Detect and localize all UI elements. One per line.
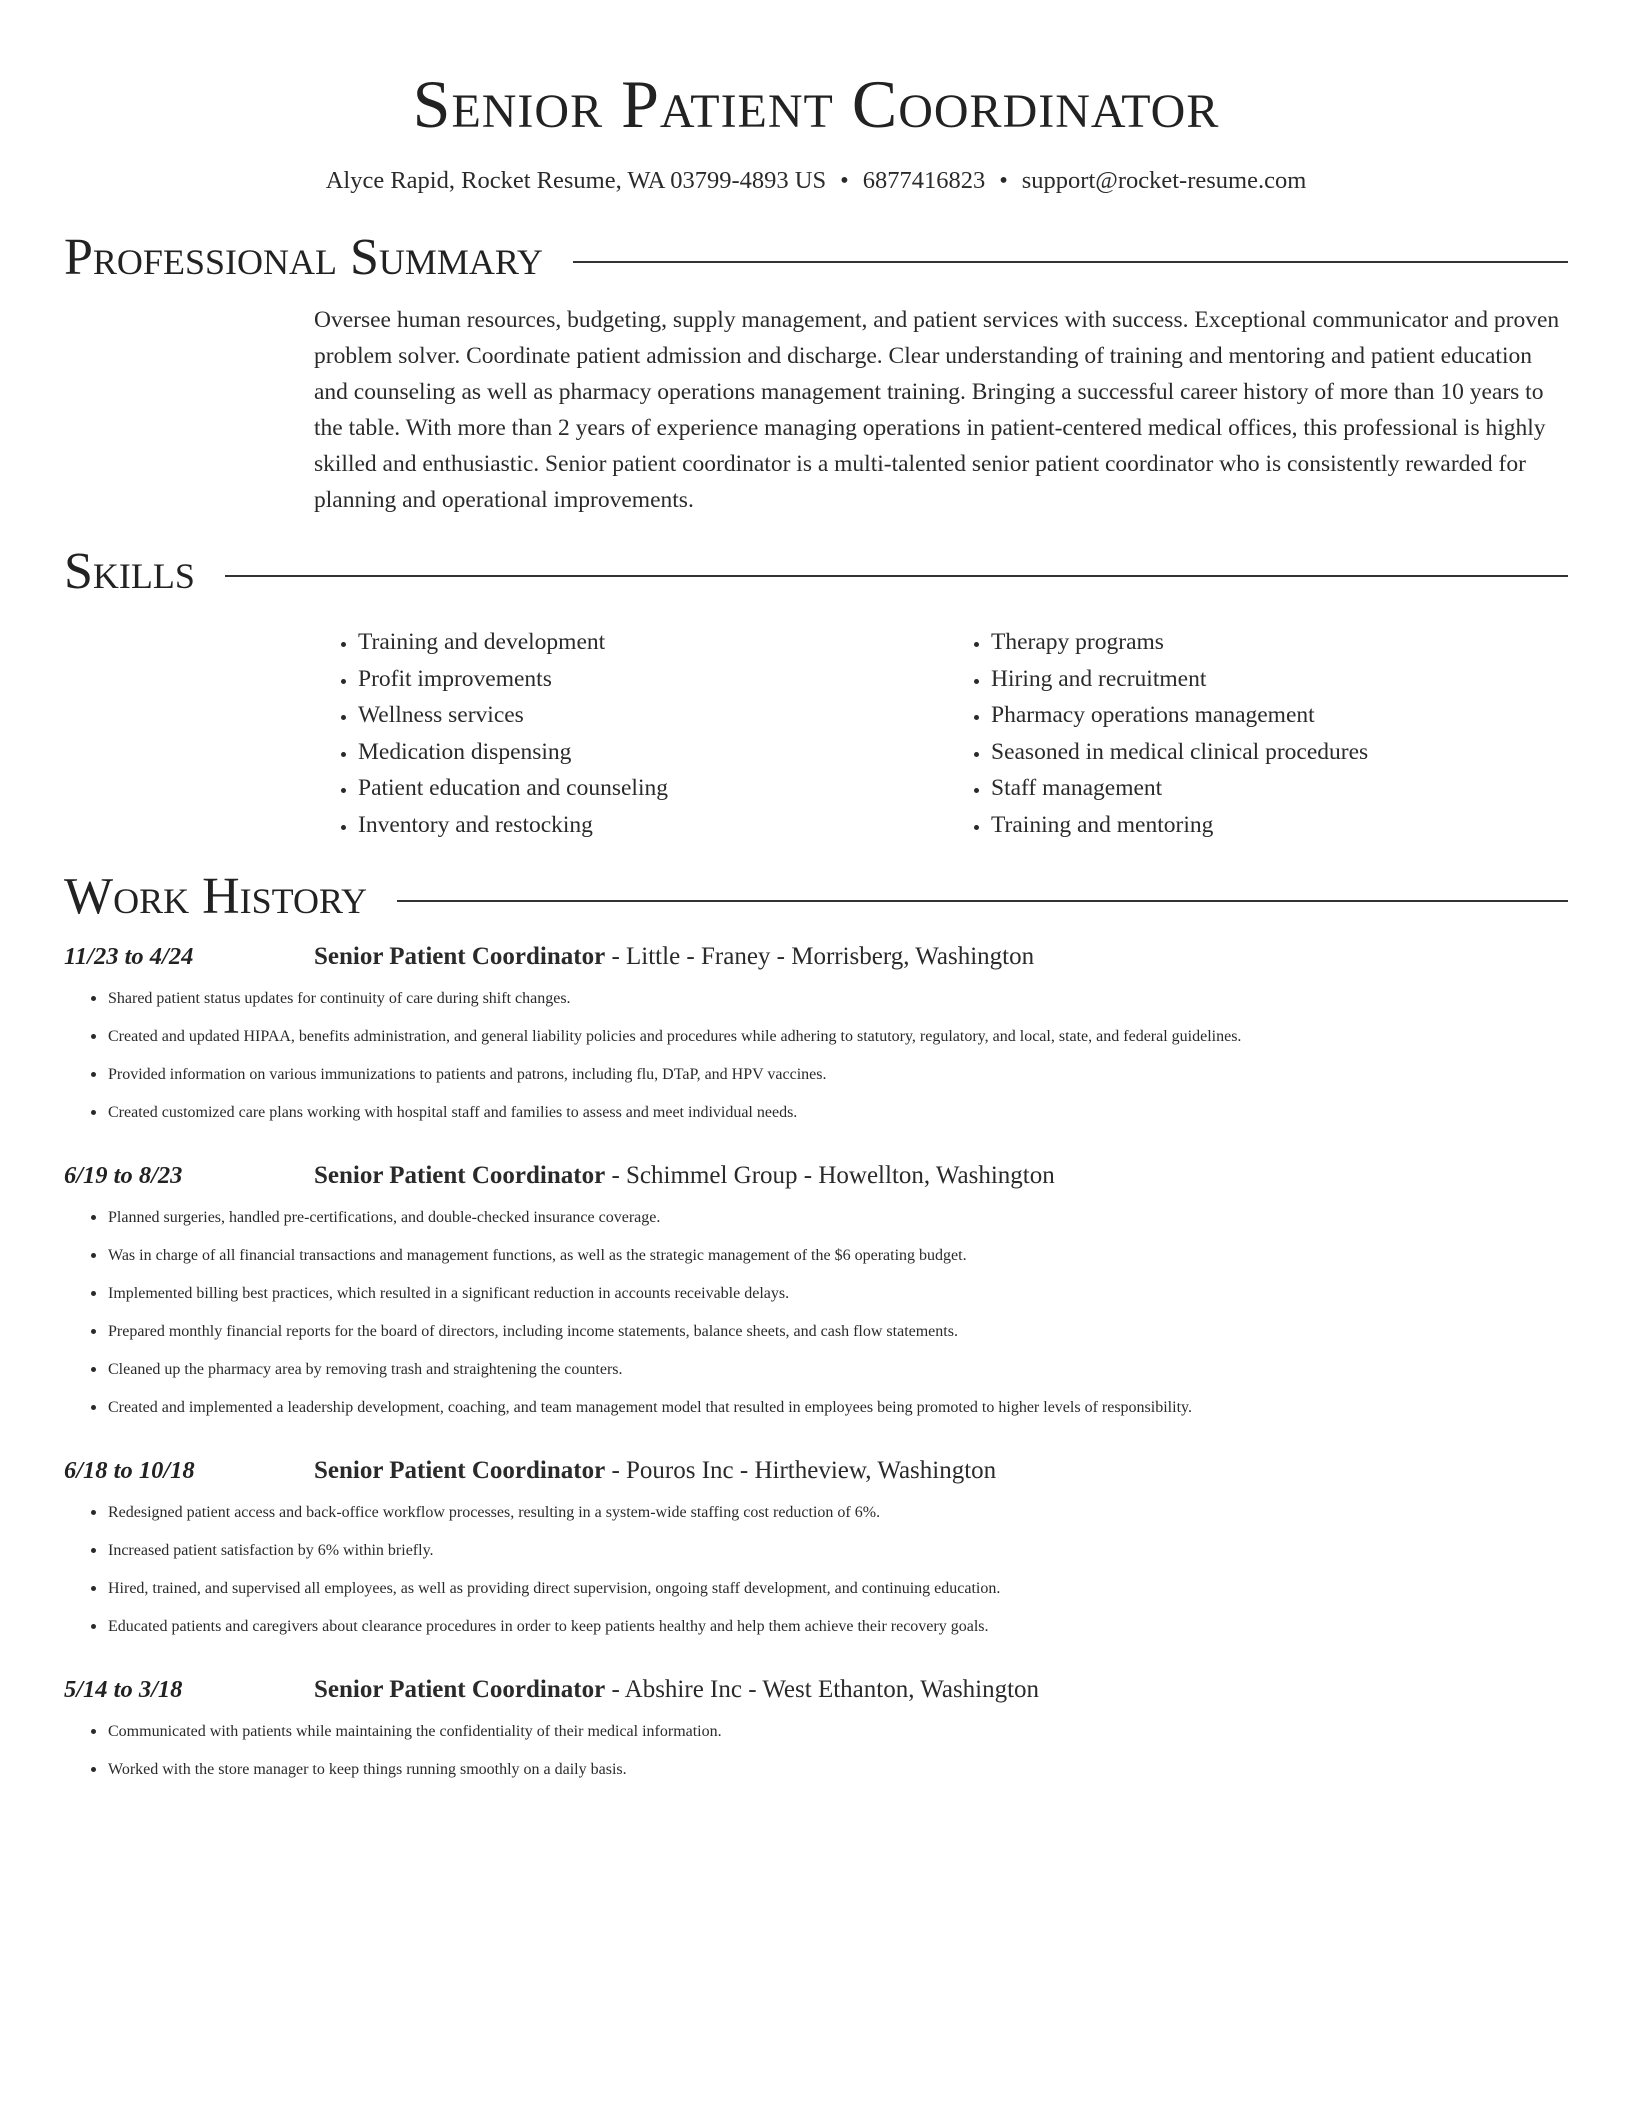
contact-email[interactable]: support@rocket-resume.com xyxy=(1021,167,1307,194)
job-bullet-list xyxy=(64,979,1568,1131)
job-bullet: • Prepared monthly financial reports for the board of directors, including income statements, balance sheets, and cash flow statements. xyxy=(108,1312,1568,1350)
skill-item: • Hiring and recruitment xyxy=(991,661,1568,698)
skills-title: Skills xyxy=(64,543,195,600)
skills-list-right xyxy=(941,624,1568,843)
job-bullet: • Implemented billing best practices, which resulted in a significant reduction in accounts receivable delays. xyxy=(108,1274,1568,1312)
job-employer: - Abshire Inc - West Ethanton, Washington xyxy=(605,1676,1040,1703)
resume-header xyxy=(64,62,1568,198)
skills-section xyxy=(64,540,1568,843)
job-entry xyxy=(64,1676,1568,1788)
job-role: Senior Patient Coordinator xyxy=(314,1676,606,1703)
job-bullet: • Created and updated HIPAA, benefits administration, and general liability policies and procedures while adhering to statutory, regulatory, and local, state, and federal guidelines. xyxy=(108,1017,1568,1055)
section-divider xyxy=(397,900,1568,902)
job-title-line xyxy=(314,1676,1039,1704)
skill-item: • Training and mentoring xyxy=(991,807,1568,844)
job-dates: 11/23 to 4/24 xyxy=(64,943,194,970)
job-title-line xyxy=(314,943,1034,971)
job-bullet-list xyxy=(64,1712,1568,1788)
job-header xyxy=(64,943,1568,979)
job-employer: - Schimmel Group - Howellton, Washington xyxy=(605,1162,1055,1189)
summary-title: Professional Summary xyxy=(64,229,543,286)
skill-item: • Training and development xyxy=(358,624,941,661)
resume-page xyxy=(64,0,1568,1788)
job-dates: 6/18 to 10/18 xyxy=(64,1457,195,1484)
job-bullet: • Shared patient status updates for continuity of care during shift changes. xyxy=(108,979,1568,1017)
job-bullet: • Created and implemented a leadership development, coaching, and team management model that resulted in employees being promoted to higher levels of responsibility. xyxy=(108,1388,1568,1426)
job-bullet-list xyxy=(64,1493,1568,1645)
work-history-heading xyxy=(64,865,1568,929)
work-history-title: Work History xyxy=(64,868,368,925)
job-employer: - Little - Franey - Morrisberg, Washington xyxy=(605,943,1035,970)
job-bullet-list xyxy=(64,1198,1568,1426)
skill-item: • Inventory and restocking xyxy=(358,807,941,844)
job-bullet: • Hired, trained, and supervised all employees, as well as providing direct supervision, ongoing staff development, and continuing education. xyxy=(108,1569,1568,1607)
summary-section xyxy=(64,226,1568,518)
contact-separator: • xyxy=(840,167,849,194)
job-bullet: • Created customized care plans working with hospital staff and families to assess and meet individual needs. xyxy=(108,1093,1568,1131)
job-entry xyxy=(64,1162,1568,1426)
job-bullet: • Cleaned up the pharmacy area by removing trash and straightening the counters. xyxy=(108,1350,1568,1388)
job-role: Senior Patient Coordinator xyxy=(314,1162,606,1189)
job-role: Senior Patient Coordinator xyxy=(314,943,606,970)
job-bullet: • Was in charge of all financial transactions and management functions, as well as the strategic management of the $6 operating budget. xyxy=(108,1236,1568,1274)
contact-separator: • xyxy=(999,167,1008,194)
contact-line xyxy=(64,164,1568,198)
contact-address: Alyce Rapid, Rocket Resume, WA 03799-4893 US xyxy=(325,167,827,194)
job-dates: 5/14 to 3/18 xyxy=(64,1676,183,1703)
skill-item: • Patient education and counseling xyxy=(358,770,941,807)
resume-title: Senior Patient Coordinator xyxy=(412,66,1220,142)
job-header xyxy=(64,1676,1568,1712)
skill-item: • Seasoned in medical clinical procedures xyxy=(991,734,1568,771)
job-header xyxy=(64,1457,1568,1493)
skill-item: • Medication dispensing xyxy=(358,734,941,771)
summary-body xyxy=(314,302,1568,518)
job-bullet: • Provided information on various immunizations to patients and patrons, including flu, DTaP, and HPV vaccines. xyxy=(108,1055,1568,1093)
skills-list-left xyxy=(314,624,941,843)
job-header xyxy=(64,1162,1568,1198)
job-bullet: • Communicated with patients while maintaining the confidentiality of their medical information. xyxy=(108,1712,1568,1750)
skill-item: • Staff management xyxy=(991,770,1568,807)
job-entry xyxy=(64,1457,1568,1645)
job-bullet: • Planned surgeries, handled pre-certifications, and double-checked insurance coverage. xyxy=(108,1198,1568,1236)
job-title-line xyxy=(314,1457,996,1485)
job-bullet: • Redesigned patient access and back-office workflow processes, resulting in a system-wide staffing cost reduction of 6%. xyxy=(108,1493,1568,1531)
job-entry xyxy=(64,943,1568,1131)
job-bullet: • Increased patient satisfaction by 6% within briefly. xyxy=(108,1531,1568,1569)
skills-grid xyxy=(314,624,1568,843)
job-role: Senior Patient Coordinator xyxy=(314,1457,606,1484)
skill-item: • Pharmacy operations management xyxy=(991,697,1568,734)
summary-text: Oversee human resources, budgeting, supply management, and patient services with success. Exceptional communicator and proven problem solver. Coordinate patient admission and discharge. Clear understanding of training and mentoring and patient education and counseling as well as pharmacy operations management training. Bringing a successful career history of more than 10 years to the table. With more than 2 years of experience managing operations in patient-centered medical offices, this professional is highly skilled and enthusiastic. Senior patient coordinator is a multi-talented senior patient coordinator who is consistently rewarded for planning and operational improvements. xyxy=(314,307,1560,513)
section-divider xyxy=(225,575,1568,577)
skill-item: • Therapy programs xyxy=(991,624,1568,661)
job-employer: - Pouros Inc - Hirtheview, Washington xyxy=(605,1457,997,1484)
job-bullet: • Worked with the store manager to keep things running smoothly on a daily basis. xyxy=(108,1750,1568,1788)
summary-heading xyxy=(64,226,1568,290)
contact-phone: 6877416823 xyxy=(862,167,986,194)
work-history-section xyxy=(64,865,1568,1788)
skills-heading xyxy=(64,540,1568,604)
section-divider xyxy=(573,261,1568,263)
job-bullet: • Educated patients and caregivers about clearance procedures in order to keep patients healthy and help them achieve their recovery goals. xyxy=(108,1607,1568,1645)
skill-item: • Profit improvements xyxy=(358,661,941,698)
job-dates: 6/19 to 8/23 xyxy=(64,1162,183,1189)
job-title-line xyxy=(314,1162,1055,1190)
skill-item: • Wellness services xyxy=(358,697,941,734)
